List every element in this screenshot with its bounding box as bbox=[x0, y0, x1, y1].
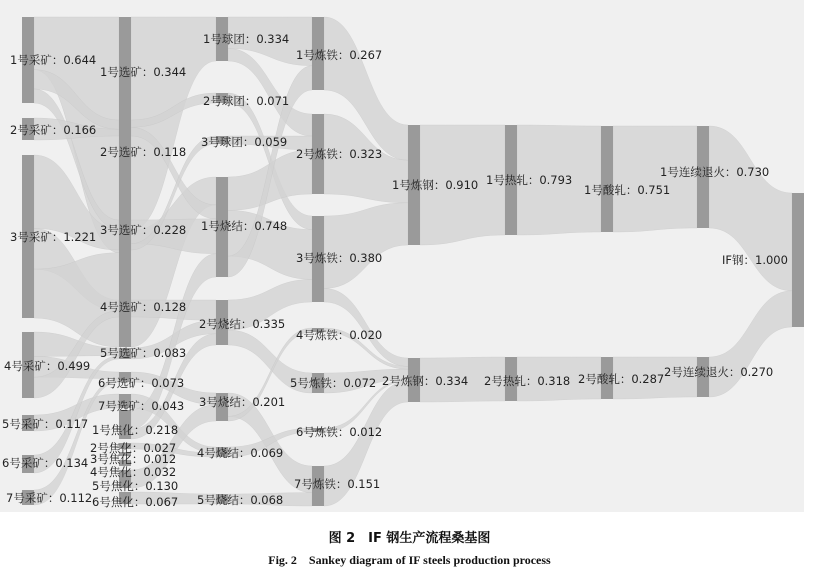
node-label-s3: 3号烧结：0.201 bbox=[199, 395, 286, 409]
figure-caption-en: Fig. 2 Sankey diagram of IF steels production process bbox=[268, 553, 551, 567]
node-label-m6: 6号采矿：0.134 bbox=[2, 456, 89, 470]
node-label-m1: 1号采矿：0.644 bbox=[10, 53, 97, 67]
node-label-i3: 3号炼铁：0.380 bbox=[296, 251, 383, 265]
node-label-p2: 2号球团：0.071 bbox=[203, 94, 290, 108]
node-label-if: IF钢：1.000 bbox=[722, 253, 788, 267]
node-label-s5: 5号烧结：0.068 bbox=[197, 493, 284, 507]
figure-caption-cn: 图 2 IF 钢生产流程桑基图 bbox=[328, 531, 491, 546]
node-label-c3: 3号焦化：0.012 bbox=[90, 452, 177, 466]
node-label-b5: 5号选矿：0.083 bbox=[100, 346, 187, 360]
node-label-st1: 1号炼钢：0.910 bbox=[392, 178, 479, 192]
node-label-n1: 1号连续退火：0.730 bbox=[660, 165, 770, 179]
node-label-b2: 2号选矿：0.118 bbox=[100, 145, 187, 159]
node-label-c6: 6号焦化：0.067 bbox=[92, 495, 179, 509]
node-label-b3: 3号选矿：0.228 bbox=[100, 223, 187, 237]
node-label-s1: 1号烧结：0.748 bbox=[201, 219, 288, 233]
node-label-a1: 1号酸轧：0.751 bbox=[584, 183, 671, 197]
node-label-m2: 2号采矿：0.166 bbox=[10, 123, 97, 137]
node-label-p1: 1号球团：0.334 bbox=[203, 32, 290, 46]
node-label-c4: 4号焦化：0.032 bbox=[90, 465, 177, 479]
node-label-b1: 1号选矿：0.344 bbox=[100, 65, 187, 79]
node-label-i6: 6号炼铁：0.012 bbox=[296, 425, 383, 439]
node-label-s2: 2号烧结：0.335 bbox=[199, 317, 286, 331]
node-label-h1: 1号热轧：0.793 bbox=[486, 173, 573, 187]
node-label-m5: 5号采矿：0.117 bbox=[2, 417, 89, 431]
node-label-c2: 2号焦化：0.027 bbox=[90, 441, 177, 455]
node-label-b7: 7号选矿：0.043 bbox=[98, 399, 185, 413]
node-label-m4: 4号采矿：0.499 bbox=[4, 359, 91, 373]
node-label-i2: 2号炼铁：0.323 bbox=[296, 147, 383, 161]
node-label-m7: 7号采矿：0.112 bbox=[6, 491, 93, 505]
node-label-n2: 2号连续退火：0.270 bbox=[664, 365, 774, 379]
link-a1-n1 bbox=[613, 126, 697, 232]
node-label-b4: 4号选矿：0.128 bbox=[100, 300, 187, 314]
node-label-a2: 2号酸轧：0.287 bbox=[578, 372, 665, 386]
node-label-i4: 4号炼铁：0.020 bbox=[296, 328, 383, 342]
node-label-b6: 6号选矿：0.073 bbox=[98, 376, 185, 390]
node-label-h2: 2号热轧：0.318 bbox=[484, 374, 571, 388]
node-label-c1: 1号焦化：0.218 bbox=[92, 423, 179, 437]
node-label-c5: 5号焦化：0.130 bbox=[92, 479, 179, 493]
node-label-s4: 4号烧结：0.069 bbox=[197, 446, 284, 460]
node-b2 bbox=[119, 120, 131, 136]
node-label-i1: 1号炼铁：0.267 bbox=[296, 48, 383, 62]
node-label-i5: 5号炼铁：0.072 bbox=[290, 376, 377, 390]
node-if bbox=[792, 193, 804, 327]
node-label-p3: 3号球团：0.059 bbox=[201, 135, 288, 149]
node-label-st2: 2号炼钢：0.334 bbox=[382, 374, 469, 388]
node-a1 bbox=[601, 126, 613, 232]
node-label-m3: 3号采矿：1.221 bbox=[10, 230, 97, 244]
node-label-i7: 7号炼铁：0.151 bbox=[294, 477, 381, 491]
